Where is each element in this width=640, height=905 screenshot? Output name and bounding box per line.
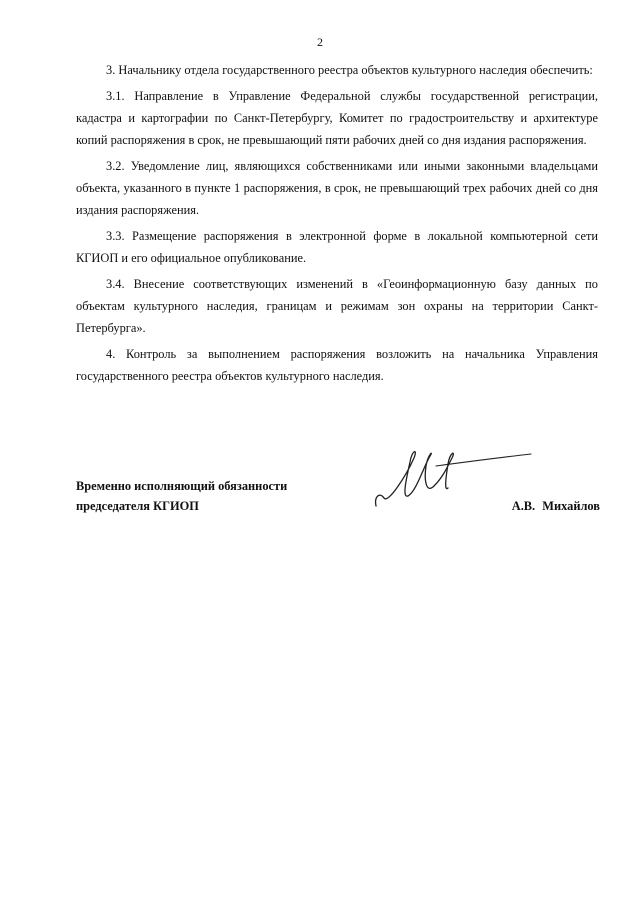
- page-number: 2: [317, 35, 323, 49]
- paragraph-3-4: 3.4. Внесение соответствующих изменений в «Геоинформационную базу данных по объектам культурного наследия, границам и режимам зон охраны на территории Санкт-Петербурга».: [76, 277, 598, 335]
- signer-position-line2: председателя КГИОП: [76, 499, 199, 513]
- paragraph-3-3: 3.3. Размещение распоряжения в электронной форме в локальной компьютерной сети КГИОП и его официальное опубликование.: [76, 229, 598, 265]
- signature-block: [76, 476, 600, 536]
- document-body: [76, 59, 598, 391]
- signer-position: [76, 476, 287, 516]
- paragraph-4: 4. Контроль за выполнением распоряжения возложить на начальника Управления государственного реестра объектов культурного наследия.: [76, 347, 598, 383]
- paragraph-3-2: 3.2. Уведомление лиц, являющихся собственниками или иными законными владельцами объекта, указанного в пункте 1 распоряжения, в срок, не превышающий трех рабочих дней со дня издания распоряжения.: [76, 159, 598, 217]
- paragraph-3-1: 3.1. Направление в Управление Федеральной службы государственной регистрации, кадастра и картографии по Санкт-Петербургу, Комитет по градостроительству и архитектуре копий распоряжения в срок, не превышающий пяти рабочих дней со дня издания распоряжения.: [76, 89, 598, 147]
- paragraph-3: 3. Начальнику отдела государственного реестра объектов культурного наследия обеспечить:: [106, 63, 593, 77]
- signer-position-line1: Временно исполняющий обязанности: [76, 479, 288, 493]
- signer-name: А.В. Михайлов: [511, 499, 600, 513]
